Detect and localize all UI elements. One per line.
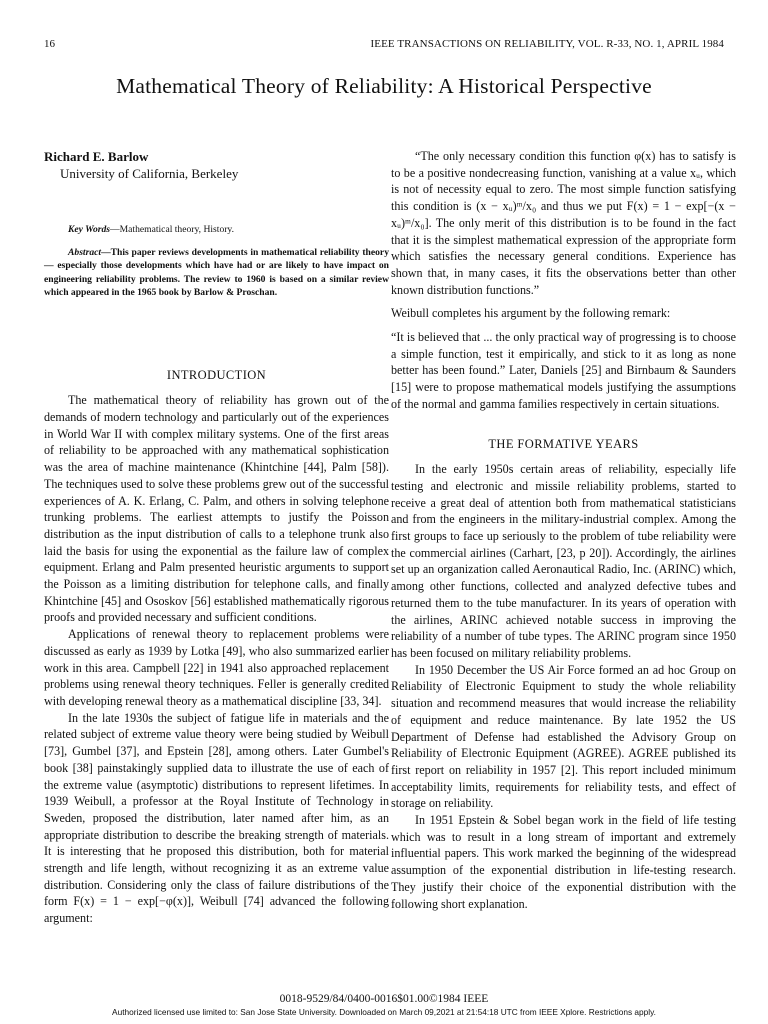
key-words-label: Key Words xyxy=(68,224,111,235)
intro-paragraph-2: Applications of renewal theory to replacement problems were discussed as early as 1939 by Lotka [49], who also summarized earlier work in this area. Campbell [22] in 1941 also approached replacement problems using renewal theory techniques. Feller is generally credited with developing renewal theory as a mathematical discipline [33, 34]. xyxy=(44,627,389,708)
formative-paragraph-2: In 1950 December the US Air Force formed an ad hoc Group on Reliability of Electronic Equipment to study the whole reliability situation and recommend measures that would increase the reliability of equipment and reduce maintenance. By late 1952 the US Department of Defense had established the Advisory Group on Reliability of Electronic Equipment (AGREE). AGREE published its first report on reliability in 1957 [2]. This report included minimum acceptability limits, requirements for reliability tests, and effect of storage on reliability. xyxy=(391,662,736,811)
running-header xyxy=(44,38,724,54)
journal-citation: IEEE TRANSACTIONS ON RELIABILITY, VOL. R-33, NO. 1, APRIL 1984 xyxy=(370,38,724,50)
formative-years-heading: THE FORMATIVE YEARS xyxy=(488,436,639,451)
left-column xyxy=(44,148,389,927)
page-number: 16 xyxy=(44,38,55,50)
intro-paragraph-1: The mathematical theory of reliability has grown out of the demands of modern technology and particularly out of the experiences in World War II with complex military systems. One of the first areas of reliability to be approached with any mathematical sophistication was the area of machine maintenance (Khintchine [44], Palm [58]). The techniques used to solve these problems grew out of the successful experiences of A. K. Erlang, C. Palm, and others in solving telephone trunking problems. The earliest attempts to justify the Poisson distribution as the input distribution of calls to a telephone trunk also laid the basis for using the exponential as the failure law of complex equipment. Erlang and Palm presented heuristic arguments to support the Poisson as a limiting distribution for telephone calls, and finally Khintchine [45] and Ososkov [56] established mathematically rigorous proofs and provided necessary and sufficient conditions. xyxy=(44,393,389,625)
introduction-heading: INTRODUCTION xyxy=(166,367,267,382)
copyright-code: 0018-9529/84/0400-0016$01.00©1984 IEEE xyxy=(279,993,489,1005)
right-column xyxy=(391,148,736,912)
key-words-text: —Mathematical theory, History. xyxy=(110,224,235,235)
author-name: Richard E. Barlow xyxy=(44,149,149,164)
abstract-text: —This paper reviews developments in mathematical reliability theory — especially those developments which have had or are likely to have impact on engineering reliability problems. The review to 1960 is based on a similar review which appeared in the 1965 book by Barlow & Proschan. xyxy=(44,247,389,299)
paper-title: Mathematical Theory of Reliability: A Historical Perspective xyxy=(116,74,652,98)
formative-paragraph-1: In the early 1950s certain areas of reliability, especially life testing and electronic and missile reliability problems, started to receive a great deal of attention both from mathematical statisticians and from the engineers in the military-industrial complex. Among the first groups to face up seriously to the problem of tube reliability were the commercial airlines (Carhart, [23, p 20]). Accordingly, the airlines set up an organization called Aeronautical Radio, Inc. (ARINC) which, among other functions, collected and analyzed defective tubes and returned them to the tube manufacturer. In its years of operation with the airlines, ARINC achieved notable success in improving the reliability of a number of tube types. The ARINC program since 1950 has been focused on military reliability problems. xyxy=(391,462,736,660)
weibull-quote: “The only necessary condition this function φ(x) has to satisfy is to be a positive nondecreasing function, vanishing at a value xᵤ, which is not of necessity equal to zero. The most simple function satisfying this condition is (x − xᵤ)ᵐ/x₀ and thus we put F(x) = 1 − exp[−(x − xᵤ)ᵐ/x₀]. The only merit of this distribution is to be found in the fact that it is the simplest mathematical expression of the appropriate form which satisfies the necessary general conditions. Experience has shown that, in many cases, it fits the observations better than other known distribution functions.” xyxy=(391,149,736,297)
key-words xyxy=(68,223,389,236)
license-notice: Authorized licensed use limited to: San Jose State University. Downloaded on March 09,2021 at 21:54:18 UTC from IEEE Xplore. Restrictions apply. xyxy=(112,1007,656,1017)
intro-paragraph-3: In the late 1930s the subject of fatigue life in materials and the related subject of extreme value theory were being studied by Weibull [73], Gumbel [37], and Epstein [28], among others. Later Gumbel's book [38] painstakingly supplied data to illustrate the use of each of the extreme value (asymptotic) distributions to represent lifetimes. In 1939 Weibull, a professor at the Royal Institute of Technology in Sweden, proposed the distribution, later named after him, as an appropriate distribution to describe the breaking strength of materials. It is interesting that he proposed this distribution, both for material strength and life length, without recognizing it as an extreme value distribution. Considering only the class of failure distributions of the form F(x) = 1 − exp[−φ(x)], Weibull [74] advanced the following argument: xyxy=(44,710,389,926)
formative-paragraph-3: In 1951 Epstein & Sobel began work in the field of life testing which was to result in a long stream of important and extremely influential papers. This work marked the beginning of the widespread assumption of the exponential distribution in life-testing research. They justify their choice of the exponential distribution with the following short explanation. xyxy=(391,813,736,911)
abstract xyxy=(44,246,389,300)
author-affiliation: University of California, Berkeley xyxy=(60,166,239,181)
weibull-quote-2: “It is believed that ... the only practical way of progressing is to choose a simple function, test it empirically, and stick to it as long as none better has been found.” Later, Daniels [25] and Birnbaum & Saunders [15] were to propose mathematical models justifying the assumptions of the normal and gamma families respectively in certain situations. xyxy=(391,330,736,411)
weibull-remark: Weibull completes his argument by the following remark: xyxy=(391,306,671,321)
abstract-label: Abstract xyxy=(68,247,102,258)
